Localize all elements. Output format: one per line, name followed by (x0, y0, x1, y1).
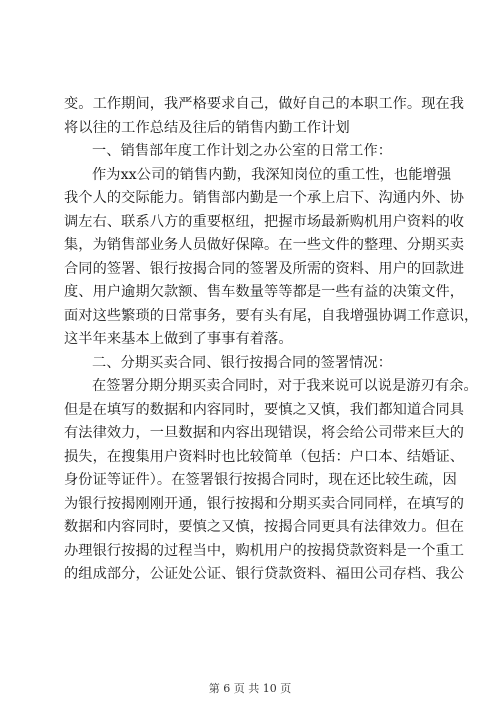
body-text-line: 调左右、联系八方的重要枢纽，把握市场最新购机用户资料的收 (64, 213, 465, 230)
document-body (64, 93, 479, 587)
body-text-line: 合同的签署、银行按揭合同的签署及所需的资料、用户的回款进 (64, 260, 465, 277)
body-text-line: 损失，在搜集用户资料时也比较简单（包括：户口本、结婚证、 (64, 448, 465, 465)
body-text-line: 将以往的工作总结及往后的销售内勤工作计划 (64, 119, 350, 136)
body-text-line: 但是在填写的数据和内容同时，要慎之又慎，我们都知道合同具 (64, 401, 465, 418)
body-text-line: 集，为销售部业务人员做好保障。在一些文件的整理、分期买卖 (64, 237, 465, 253)
body-text-line: 变。工作期间，我严格要求自己，做好自己的本职工作。现在我 (64, 96, 465, 112)
section-heading: 二、分期买卖合同、银行按揭合同的签署情况： (92, 354, 393, 371)
body-text-line: 我个人的交际能力。销售部内勤是一个承上启下、沟通内外、协 (64, 190, 465, 206)
body-text-line: 数据和内容同时，要慎之又慎，按揭合同更具有法律效力。但在 (64, 519, 465, 535)
body-text-line: 有法律效力，一旦数据和内容出现错误，将会给公司带来巨大的 (64, 425, 465, 441)
body-text-line: 的组成部分，公证处公证、银行贷款资料、福田公司存档、我公 (64, 566, 465, 582)
body-text-line: 办理银行按揭的过程当中，购机用户的按揭贷款资料是一个重工 (64, 542, 465, 559)
body-text-line: 这半年来基本上做到了事事有着落。 (64, 331, 293, 347)
body-text-line: 在签署分期分期买卖合同时，对于我来说可以说是游刃有余。 (92, 378, 478, 394)
body-text-line: 度、用户逾期欠款额、售车数量等等都是一些有益的决策文件， (64, 284, 465, 300)
body-text-line: 面对这些繁琐的日常事务，要有头有尾，自我增强协调工作意识， (64, 307, 479, 324)
body-text-line: 身份证等证件）。在签署银行按揭合同时，现在还比较生疏，因 (64, 472, 457, 488)
body-text-line: 作为xx公司的销售内勤，我深知岗位的重工性，也能增强 (92, 166, 452, 183)
body-text-line: 为银行按揭刚刚开通，银行按揭和分期买卖合同同样，在填写的 (64, 495, 465, 512)
page-number-footer: 第 6 页 共 10 页 (208, 682, 292, 695)
section-heading: 一、销售部年度工作计划之办公室的日常工作： (92, 143, 393, 159)
